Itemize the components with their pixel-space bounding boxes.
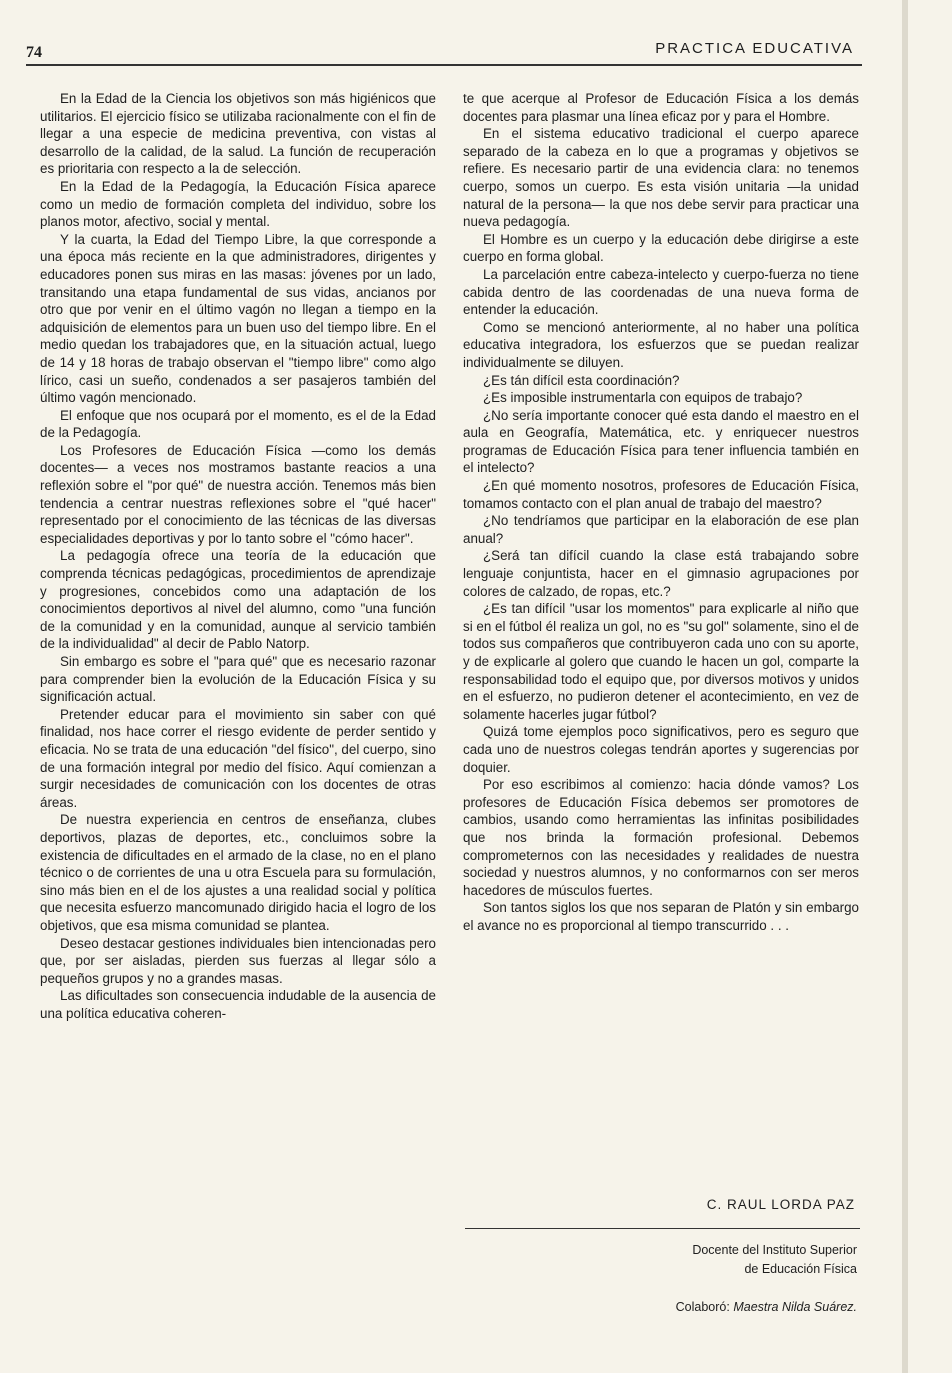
page-edge bbox=[902, 0, 908, 1373]
paragraph: Sin embargo es sobre el "para qué" que es necesario razonar para comprender bien la evolución de la Educación Física y su significación actual. bbox=[40, 654, 436, 705]
paragraph: te que acerque al Profesor de Educación Física a los demás docentes para plasmar una línea eficaz por y para el Hombre. bbox=[463, 91, 859, 124]
paragraph: De nuestra experiencia en centros de enseñanza, clubes deportivos, plazas de deportes, etc., concluimos sobre la existencia de dificultades en el armado de la clase, no en el plano técnico o de corrientes de una u otra Escuela para su formulación, sino más bien en el de los ajustes a una realidad social y política que necesita esfuerzo mancomunado dirigido hacia el logro de los objetivos, que esa misma comunidad se plantea. bbox=[40, 812, 436, 933]
paragraph: Son tantos siglos los que nos separan de Platón y sin embargo el avance no es proporcional al tiempo transcurrido . . . bbox=[463, 900, 859, 933]
paragraph: La pedagogía ofrece una teoría de la educación que comprenda técnicas pedagógicas, procedimientos de aprendizaje y progresiones, concebidos como una adaptación de los conocimientos deportivos al nivel del alumno, como "una función de la comunidad y en la comunidad, aunque al servicio también de la individualidad" al decir de Pablo Natorp. bbox=[40, 548, 436, 652]
right-column bbox=[463, 90, 859, 935]
paragraph: ¿No tendríamos que participar en la elaboración de ese plan anual? bbox=[463, 513, 859, 546]
paragraph: Los Profesores de Educación Física —como los demás docentes— a veces nos mostramos bastante reacios a una reflexión sobre el "por qué" de nuestra acción. Tenemos más bien tendencia a centrar nuestras reflexiones sobre el "qué hacer" representado por el conocimiento de las técnicas de las diversas especialidades deportivas y por lo tanto sobre el "cómo hacer". bbox=[40, 442, 436, 546]
paragraph: La parcelación entre cabeza-intelecto y cuerpo-fuerza no tiene cabida dentro de las coordenadas de una nueva forma de entender la educación. bbox=[463, 266, 859, 318]
page-number: 74 bbox=[26, 44, 42, 61]
paragraph: En el sistema educativo tradicional el cuerpo aparece separado de la cabeza en lo que a programas y objetivos se refiere. Es necesario partir de una evidencia clara: no tenemos cuerpo, somos un cuerpo. Es esta visión unitaria —la unidad natural de la persona— la que nos debe servir para practicar una nueva pedagogía. bbox=[463, 126, 859, 230]
paragraph: Las dificultades son consecuencia indudable de la ausencia de una política educativa coheren- bbox=[40, 988, 436, 1021]
paragraph: ¿En qué momento nosotros, profesores de Educación Física, tomamos contacto con el plan anual de trabajo del maestro? bbox=[463, 478, 859, 511]
paragraph: ¿Es imposible instrumentarla con equipos de trabajo? bbox=[483, 390, 803, 406]
paragraph: Pretender educar para el movimiento sin saber con qué finalidad, nos hace correr el riesgo evidente de perder sentido y eficacia. No se trata de una educación "del físico", del cuerpo, sino de una formación integral por medio del físico. Aquí comienzan a surgir necesidades de comunicación con los docentes de otras áreas. bbox=[40, 706, 436, 810]
paragraph: Quizá tome ejemplos poco significativos, pero es seguro que cada uno de nuestros colegas tendrán aportes y sugerencias por doquier. bbox=[463, 724, 859, 775]
collaborator-label: Colaboró: bbox=[675, 1300, 730, 1314]
paragraph: Deseo destacar gestiones individuales bien intencionadas pero que, por ser aisladas, pierden sus fuerzas al llegar sólo a pequeños grupos y no a grandes masas. bbox=[40, 935, 436, 986]
paragraph: Y la cuarta, la Edad del Tiempo Libre, la que corresponde a una época más reciente en la que administradores, dirigentes y educadores ponen sus miras en las masas: jóvenes por un lado, transitando una etapa fundamental de sus vidas, ancianos por otro que por venir en el último vagón no llegan a tiempo en la adquisición de elementos para un buen uso del tiempo libre. En el medio quedan los trabajadores que, en la situación actual, luego de 14 y 18 horas de trabajo observan el "tiempo libre" como algo lírico, casi un sueño, condenados a ser pasajeros también del último vagón mencionado. bbox=[40, 231, 436, 406]
signature-rule bbox=[465, 1228, 860, 1229]
paragraph: Como se mencionó anteriormente, al no haber una política educativa integradora, los esfuerzos que se puedan realizar individualmente se diluyen. bbox=[463, 319, 859, 370]
affiliation-line: Docente del Instituto Superior bbox=[692, 1243, 857, 1257]
collaborator-credit bbox=[676, 1300, 857, 1314]
paragraph: Por eso escribimos al comienzo: hacia dónde vamos? Los profesores de Educación Física debemos ser promotores de cambios, usando como herramientas las infinitas posibilidades que nos brinda la formación profesional. Debemos comprometernos con las necesidades y realidades de nuestra sociedad y nuestros alumnos, y no conformarnos con ser meros hacedores de músculos fuertes. bbox=[463, 777, 859, 898]
author-signature: C. RAUL LORDA PAZ bbox=[706, 1197, 855, 1212]
left-column bbox=[40, 90, 436, 1022]
author-affiliation bbox=[692, 1241, 857, 1279]
paragraph: El Hombre es un cuerpo y la educación debe dirigirse a este cuerpo en forma global. bbox=[463, 231, 859, 265]
paragraph: El enfoque que nos ocupará por el momento, es el de la Edad de la Pedagogía. bbox=[40, 407, 436, 441]
paragraph: ¿Será tan difícil cuando la clase está trabajando sobre lenguaje conjuntista, hacer en el gimnasio agrupaciones por colores de calzado, de ropas, etc.? bbox=[463, 548, 859, 599]
paragraph: ¿No sería importante conocer qué esta dando el maestro en el aula en Geografía, Matemática, etc. y enriquecer nuestros programas de Educación Física para tener influencia también en el intelecto? bbox=[463, 407, 859, 476]
paragraph: ¿Es tán difícil esta coordinación? bbox=[483, 372, 680, 388]
affiliation-line: de Educación Física bbox=[744, 1262, 857, 1276]
paragraph: En la Edad de la Pedagogía, la Educación Física aparece como un medio de formación completa del individuo, sobre los planos motor, afectivo, social y mental. bbox=[40, 178, 436, 230]
paragraph: ¿Es tan difícil "usar los momentos" para explicarle al niño que si en el fútbol él realiza un gol, no es "su gol" solamente, sino el de todos sus compañeros que contribuyeron cada uno con su aporte, y de explicarle al golero que cuando le hacen un gol, comparte la responsabilidad todo el equipo que, por diversos motivos y unidos en el esfuerzo, no pudieron detener el acontecimiento, en vez de solamente hacerles jugar fútbol? bbox=[463, 601, 859, 722]
paragraph: En la Edad de la Ciencia los objetivos son más higiénicos que utilitarios. El ejercicio físico se utilizaba racionalmente con el fin de llegar a una especie de medicina preventiva, con vistas al desarrollo de la calidad, de la salud. La función de recuperación es prioritaria con respecto a la de selección. bbox=[40, 91, 436, 177]
running-header-title: PRACTICA EDUCATIVA bbox=[655, 40, 854, 57]
collaborator-name: Maestra Nilda Suárez. bbox=[733, 1300, 857, 1314]
header-rule bbox=[26, 64, 862, 66]
